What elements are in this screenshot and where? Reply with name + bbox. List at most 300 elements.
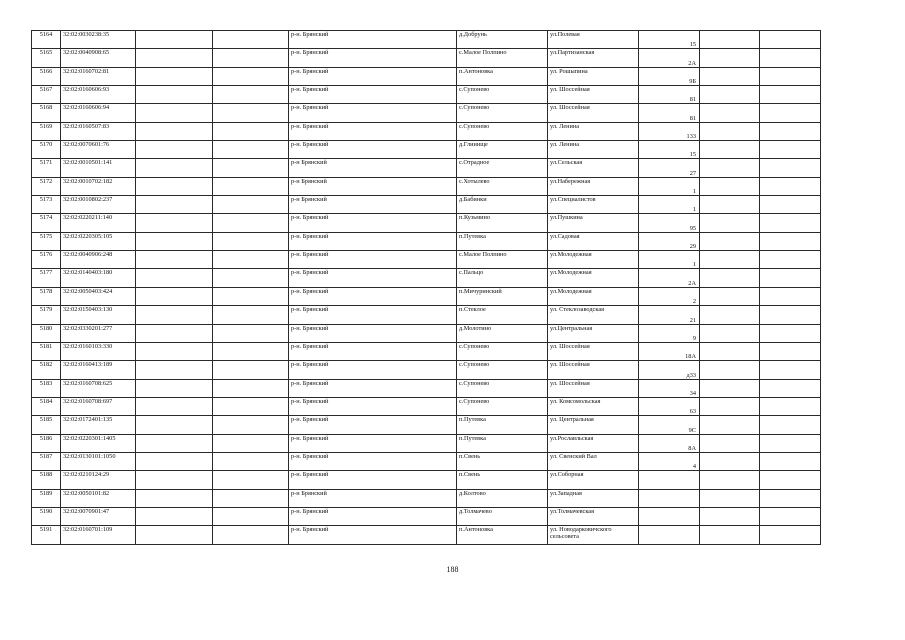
cadastral-number-cell: 32:02:0040908:65 — [61, 49, 136, 67]
cadastral-number-cell: 32:02:0160708:697 — [61, 397, 136, 415]
table-row — [32, 507, 821, 525]
house-number-cell: 34 — [639, 379, 700, 397]
row-number-cell: 5185 — [32, 416, 61, 434]
row-number-cell: 5189 — [32, 489, 61, 507]
settlement-cell: с.Супонево — [457, 86, 548, 104]
empty-cell — [760, 196, 821, 214]
empty-cell — [213, 196, 289, 214]
empty-cell — [700, 342, 760, 360]
cadastral-number-cell: 32:02:0330201:277 — [61, 324, 136, 342]
cadastral-number-cell: 32:02:0040906:248 — [61, 251, 136, 269]
street-cell: ул. Ленина — [548, 141, 639, 159]
row-number-cell: 5164 — [32, 31, 61, 49]
empty-cell — [136, 104, 213, 122]
row-number-cell: 5179 — [32, 306, 61, 324]
house-number-cell: 15 — [639, 141, 700, 159]
empty-cell — [136, 49, 213, 67]
house-number-cell: 9Б — [639, 67, 700, 85]
empty-cell — [760, 507, 821, 525]
row-number-cell: 5167 — [32, 86, 61, 104]
empty-cell — [136, 489, 213, 507]
empty-cell — [700, 251, 760, 269]
empty-cell — [213, 324, 289, 342]
settlement-cell: с.Малое Полпино — [457, 49, 548, 67]
empty-cell — [760, 361, 821, 379]
empty-cell — [760, 324, 821, 342]
district-cell: р-н. Брянский — [289, 232, 457, 250]
row-number-cell: 5175 — [32, 232, 61, 250]
row-number-cell: 5176 — [32, 251, 61, 269]
empty-cell — [700, 452, 760, 470]
cadastral-number-cell: 32:02:0050101:82 — [61, 489, 136, 507]
house-number-cell: 2 — [639, 287, 700, 305]
empty-cell — [760, 86, 821, 104]
house-number-cell: 9С — [639, 416, 700, 434]
table-row — [32, 324, 821, 342]
house-number-cell: 81 — [639, 86, 700, 104]
row-number-cell: 5181 — [32, 342, 61, 360]
empty-cell — [700, 287, 760, 305]
street-cell: ул.Пушкина — [548, 214, 639, 232]
street-cell: ул. Шоссейная — [548, 361, 639, 379]
row-number-cell: 5173 — [32, 196, 61, 214]
settlement-cell: с.Супонево — [457, 122, 548, 140]
empty-cell — [213, 452, 289, 470]
page-number: 188 — [446, 565, 459, 574]
district-cell: р-н. Брянский — [289, 251, 457, 269]
table-row — [32, 361, 821, 379]
district-cell: р-н Брянский — [289, 196, 457, 214]
empty-cell — [213, 471, 289, 489]
empty-cell — [136, 251, 213, 269]
empty-cell — [136, 434, 213, 452]
empty-cell — [136, 214, 213, 232]
row-number-cell: 5177 — [32, 269, 61, 287]
empty-cell — [700, 122, 760, 140]
row-number-cell: 5186 — [32, 434, 61, 452]
house-number-cell: 63 — [639, 397, 700, 415]
empty-cell — [136, 287, 213, 305]
table-row — [32, 86, 821, 104]
table-row — [32, 214, 821, 232]
empty-cell — [700, 507, 760, 525]
empty-cell — [760, 416, 821, 434]
address-registry-table — [31, 30, 821, 545]
street-cell: ул.Партизанская — [548, 49, 639, 67]
empty-cell — [213, 526, 289, 544]
district-cell: р-н. Брянский — [289, 49, 457, 67]
empty-cell — [213, 287, 289, 305]
house-number-cell: 2А — [639, 269, 700, 287]
table-row — [32, 122, 821, 140]
empty-cell — [700, 397, 760, 415]
settlement-cell: д.Молотино — [457, 324, 548, 342]
row-number-cell: 5171 — [32, 159, 61, 177]
settlement-cell: с.Супонево — [457, 397, 548, 415]
cadastral-number-cell: 32:02:0220305:105 — [61, 232, 136, 250]
settlement-cell: с.Отрадное — [457, 159, 548, 177]
empty-cell — [136, 342, 213, 360]
empty-cell — [760, 342, 821, 360]
settlement-cell: с.Супонево — [457, 379, 548, 397]
empty-cell — [760, 526, 821, 544]
cadastral-number-cell: 32:02:0050403:424 — [61, 287, 136, 305]
empty-cell — [213, 104, 289, 122]
street-cell: ул.Специалистов — [548, 196, 639, 214]
empty-cell — [213, 507, 289, 525]
empty-cell — [700, 141, 760, 159]
street-cell: ул. Центральная — [548, 416, 639, 434]
empty-cell — [213, 489, 289, 507]
empty-cell — [760, 306, 821, 324]
row-number-cell: 5182 — [32, 361, 61, 379]
cadastral-number-cell: 32:02:0220211:140 — [61, 214, 136, 232]
settlement-cell: п.Свень — [457, 452, 548, 470]
empty-cell — [760, 104, 821, 122]
empty-cell — [213, 306, 289, 324]
empty-cell — [760, 122, 821, 140]
settlement-cell: п.Путевка — [457, 232, 548, 250]
cadastral-number-cell: 32:02:0220301:1405 — [61, 434, 136, 452]
row-number-cell: 5187 — [32, 452, 61, 470]
settlement-cell: п.Кузьмино — [457, 214, 548, 232]
row-number-cell: 5184 — [32, 397, 61, 415]
empty-cell — [760, 49, 821, 67]
table-row — [32, 452, 821, 470]
row-number-cell: 5172 — [32, 177, 61, 195]
settlement-cell: с.Супонево — [457, 342, 548, 360]
empty-cell — [136, 177, 213, 195]
empty-cell — [760, 232, 821, 250]
table-row — [32, 104, 821, 122]
empty-cell — [136, 159, 213, 177]
empty-cell — [700, 214, 760, 232]
empty-cell — [760, 434, 821, 452]
table-row — [32, 342, 821, 360]
street-cell: ул. Комсомольская — [548, 397, 639, 415]
district-cell: р-н. Брянский — [289, 287, 457, 305]
empty-cell — [760, 379, 821, 397]
empty-cell — [213, 49, 289, 67]
empty-cell — [700, 177, 760, 195]
district-cell: р-н. Брянский — [289, 416, 457, 434]
empty-cell — [700, 434, 760, 452]
district-cell: р-н Брянский — [289, 177, 457, 195]
empty-cell — [213, 232, 289, 250]
empty-cell — [136, 471, 213, 489]
cadastral-number-cell: 32:02:0160606:94 — [61, 104, 136, 122]
street-cell: ул.Молодежная — [548, 269, 639, 287]
district-cell: р-н. Брянский — [289, 104, 457, 122]
row-number-cell: 5180 — [32, 324, 61, 342]
district-cell: р-н. Брянский — [289, 67, 457, 85]
empty-cell — [700, 324, 760, 342]
street-cell: ул.Рославльская — [548, 434, 639, 452]
empty-cell — [213, 177, 289, 195]
house-number-cell: 133 — [639, 122, 700, 140]
street-cell: ул.Западная — [548, 489, 639, 507]
street-cell: ул. Ленина — [548, 122, 639, 140]
empty-cell — [700, 526, 760, 544]
row-number-cell: 5165 — [32, 49, 61, 67]
street-cell: ул. Шоссейная — [548, 104, 639, 122]
empty-cell — [760, 141, 821, 159]
house-number-cell: 1 — [639, 196, 700, 214]
empty-cell — [213, 122, 289, 140]
settlement-cell: п.Антоновка — [457, 67, 548, 85]
empty-cell — [136, 306, 213, 324]
house-number-cell: 95 — [639, 214, 700, 232]
district-cell: р-н. Брянский — [289, 324, 457, 342]
empty-cell — [760, 159, 821, 177]
settlement-cell: д.Глинище — [457, 141, 548, 159]
row-number-cell: 5183 — [32, 379, 61, 397]
settlement-cell: с.Пальцо — [457, 269, 548, 287]
table-row — [32, 526, 821, 544]
cadastral-number-cell: 32:02:0210124:29 — [61, 471, 136, 489]
house-number-cell — [639, 526, 700, 544]
street-cell: ул. Стеклозаводская — [548, 306, 639, 324]
empty-cell — [700, 416, 760, 434]
cadastral-number-cell: 32:02:0070901:47 — [61, 507, 136, 525]
empty-cell — [700, 489, 760, 507]
empty-cell — [213, 397, 289, 415]
street-cell: ул.Молодежная — [548, 287, 639, 305]
cadastral-number-cell: 32:02:0010802:237 — [61, 196, 136, 214]
empty-cell — [700, 379, 760, 397]
settlement-cell: д.Бабинки — [457, 196, 548, 214]
settlement-cell: с.Супонево — [457, 361, 548, 379]
street-cell: ул. Шоссейная — [548, 342, 639, 360]
settlement-cell: п.Антоновка — [457, 526, 548, 544]
table-row — [32, 416, 821, 434]
house-number-cell: 29 — [639, 232, 700, 250]
empty-cell — [700, 269, 760, 287]
empty-cell — [700, 232, 760, 250]
row-number-cell: 5188 — [32, 471, 61, 489]
house-number-cell — [639, 471, 700, 489]
district-cell: р-н Брянский — [289, 159, 457, 177]
street-cell: ул. Шоссейная — [548, 379, 639, 397]
empty-cell — [213, 342, 289, 360]
empty-cell — [213, 31, 289, 49]
empty-cell — [760, 471, 821, 489]
empty-cell — [760, 177, 821, 195]
street-cell: ул.Молодежная — [548, 251, 639, 269]
district-cell: р-н. Брянский — [289, 31, 457, 49]
empty-cell — [136, 416, 213, 434]
row-number-cell: 5174 — [32, 214, 61, 232]
street-cell: ул. Новодарковичского сельсовета — [548, 526, 639, 544]
empty-cell — [136, 232, 213, 250]
district-cell: р-н. Брянский — [289, 361, 457, 379]
empty-cell — [136, 526, 213, 544]
street-cell: ул.Садовая — [548, 232, 639, 250]
district-cell: р-н. Брянский — [289, 507, 457, 525]
table-row — [32, 159, 821, 177]
district-cell: р-н. Брянский — [289, 141, 457, 159]
row-number-cell: 5169 — [32, 122, 61, 140]
cadastral-number-cell: 32:02:0010501:141 — [61, 159, 136, 177]
empty-cell — [136, 269, 213, 287]
house-number-cell: 18А — [639, 342, 700, 360]
settlement-cell: п.Стеклое — [457, 306, 548, 324]
empty-cell — [136, 141, 213, 159]
district-cell: р-н. Брянский — [289, 452, 457, 470]
district-cell: р-н. Брянский — [289, 434, 457, 452]
empty-cell — [700, 31, 760, 49]
cadastral-number-cell: 32:02:0160702:81 — [61, 67, 136, 85]
table-row — [32, 251, 821, 269]
house-number-cell: 2А — [639, 49, 700, 67]
district-cell: р-н. Брянский — [289, 269, 457, 287]
empty-cell — [700, 104, 760, 122]
table-row — [32, 306, 821, 324]
table-row — [32, 141, 821, 159]
row-number-cell: 5170 — [32, 141, 61, 159]
street-cell: ул.Центральная — [548, 324, 639, 342]
empty-cell — [136, 324, 213, 342]
table-row — [32, 196, 821, 214]
table-row — [32, 287, 821, 305]
table-row — [32, 177, 821, 195]
house-number-cell: 15 — [639, 31, 700, 49]
street-cell: ул.Сельская — [548, 159, 639, 177]
empty-cell — [700, 49, 760, 67]
empty-cell — [700, 361, 760, 379]
district-cell: р-н. Брянский — [289, 86, 457, 104]
house-number-cell: д33 — [639, 361, 700, 379]
settlement-cell: с.Супонево — [457, 104, 548, 122]
settlement-cell: п.Мичуринский — [457, 287, 548, 305]
district-cell: р-н. Брянский — [289, 397, 457, 415]
settlement-cell: с.Малое Полпино — [457, 251, 548, 269]
cadastral-number-cell: 32:02:0172401:135 — [61, 416, 136, 434]
empty-cell — [213, 434, 289, 452]
empty-cell — [136, 379, 213, 397]
district-cell: р-н. Брянский — [289, 342, 457, 360]
empty-cell — [136, 452, 213, 470]
house-number-cell: 81 — [639, 104, 700, 122]
cadastral-number-cell: 32:02:0160701:109 — [61, 526, 136, 544]
empty-cell — [700, 86, 760, 104]
empty-cell — [700, 306, 760, 324]
empty-cell — [213, 159, 289, 177]
house-number-cell: 27 — [639, 159, 700, 177]
table-row — [32, 269, 821, 287]
settlement-cell: п.Свень — [457, 471, 548, 489]
table-row — [32, 489, 821, 507]
empty-cell — [700, 196, 760, 214]
street-cell: ул.Толмачевская — [548, 507, 639, 525]
street-cell: ул.Набережная — [548, 177, 639, 195]
empty-cell — [700, 67, 760, 85]
empty-cell — [213, 416, 289, 434]
street-cell: ул. Свенский Вал — [548, 452, 639, 470]
table-row — [32, 49, 821, 67]
row-number-cell: 5168 — [32, 104, 61, 122]
table-body — [32, 31, 821, 545]
row-number-cell: 5166 — [32, 67, 61, 85]
empty-cell — [700, 471, 760, 489]
settlement-cell: с.Хотылево — [457, 177, 548, 195]
cadastral-number-cell: 32:02:0160708:625 — [61, 379, 136, 397]
empty-cell — [136, 507, 213, 525]
table-row — [32, 434, 821, 452]
cadastral-number-cell: 32:02:0140403:180 — [61, 269, 136, 287]
cadastral-number-cell: 32:02:0160103:330 — [61, 342, 136, 360]
empty-cell — [136, 67, 213, 85]
empty-cell — [760, 397, 821, 415]
cadastral-number-cell: 32:02:0160606:93 — [61, 86, 136, 104]
house-number-cell: 1 — [639, 177, 700, 195]
street-cell: ул.Соборная — [548, 471, 639, 489]
empty-cell — [213, 141, 289, 159]
settlement-cell: п.Путевка — [457, 434, 548, 452]
empty-cell — [136, 361, 213, 379]
empty-cell — [136, 86, 213, 104]
street-cell: ул.Полевая — [548, 31, 639, 49]
table-row — [32, 471, 821, 489]
cadastral-number-cell: 32:02:0150403:130 — [61, 306, 136, 324]
cadastral-number-cell: 32:02:0160507:83 — [61, 122, 136, 140]
empty-cell — [760, 214, 821, 232]
house-number-cell: 4 — [639, 452, 700, 470]
empty-cell — [213, 361, 289, 379]
table-row — [32, 67, 821, 85]
house-number-cell — [639, 507, 700, 525]
row-number-cell: 5190 — [32, 507, 61, 525]
settlement-cell: д.Колтово — [457, 489, 548, 507]
settlement-cell: д.Толмачево — [457, 507, 548, 525]
empty-cell — [213, 67, 289, 85]
cadastral-number-cell: 32:02:0130101:1050 — [61, 452, 136, 470]
empty-cell — [136, 196, 213, 214]
district-cell: р-н. Брянский — [289, 122, 457, 140]
cadastral-number-cell: 32:02:0070601:76 — [61, 141, 136, 159]
settlement-cell: д.Добрунь — [457, 31, 548, 49]
empty-cell — [136, 31, 213, 49]
empty-cell — [760, 269, 821, 287]
row-number-cell: 5191 — [32, 526, 61, 544]
empty-cell — [760, 489, 821, 507]
empty-cell — [760, 31, 821, 49]
empty-cell — [213, 214, 289, 232]
district-cell: р-н. Брянский — [289, 306, 457, 324]
cadastral-number-cell: 32:02:0030238:35 — [61, 31, 136, 49]
empty-cell — [213, 379, 289, 397]
settlement-cell: п.Путевка — [457, 416, 548, 434]
empty-cell — [760, 452, 821, 470]
empty-cell — [213, 86, 289, 104]
empty-cell — [136, 122, 213, 140]
empty-cell — [136, 397, 213, 415]
cadastral-number-cell: 32:02:0010702:182 — [61, 177, 136, 195]
row-number-cell: 5178 — [32, 287, 61, 305]
district-cell: р-н. Брянский — [289, 526, 457, 544]
empty-cell — [760, 287, 821, 305]
table-row — [32, 232, 821, 250]
house-number-cell: 9 — [639, 324, 700, 342]
empty-cell — [213, 251, 289, 269]
table-row — [32, 379, 821, 397]
table-row — [32, 31, 821, 49]
district-cell: р-н. Брянский — [289, 214, 457, 232]
cadastral-number-cell: 32:02:0160413:189 — [61, 361, 136, 379]
district-cell: р-н. Брянский — [289, 379, 457, 397]
empty-cell — [760, 251, 821, 269]
house-number-cell — [639, 489, 700, 507]
